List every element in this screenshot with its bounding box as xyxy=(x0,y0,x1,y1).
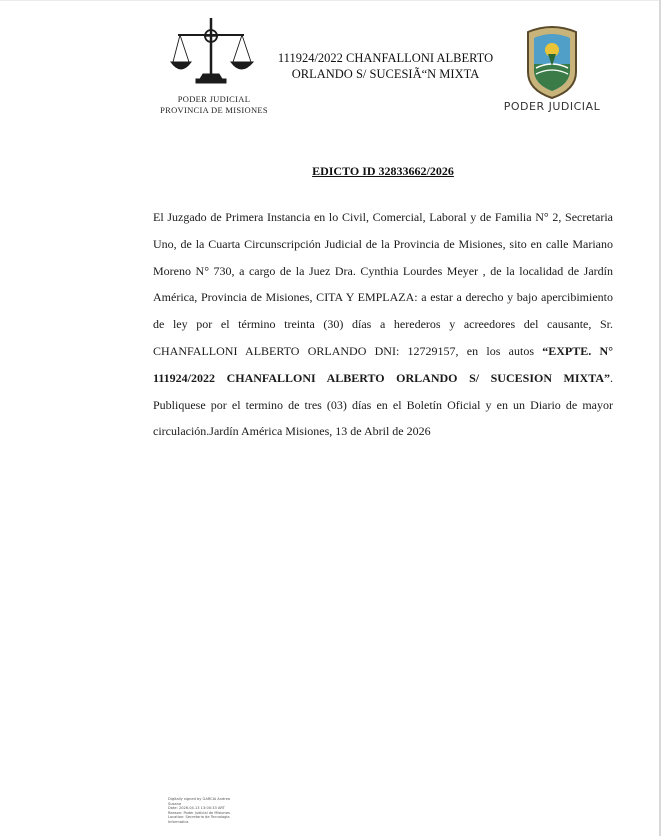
signature-line: Susana xyxy=(168,801,182,806)
edict-body xyxy=(153,204,613,445)
edict-title: EDICTO ID 32833662/2026 xyxy=(312,164,454,178)
edict-case-reference: “EXPTE. N° 111924/2022 CHANFALLONI ALBERTO ORLANDO S/ SUCESION MIXTA” xyxy=(153,343,614,385)
poder-judicial-logo-left xyxy=(158,16,270,120)
signature-line: Digitally signed by GARCIA Andrea xyxy=(168,797,231,801)
right-logo-label: PODER JUDICIAL xyxy=(503,100,601,113)
scales-of-justice-icon xyxy=(170,16,258,92)
provincia-de-misiones-crest-icon xyxy=(522,24,582,100)
signature-line: Date: 2026.04.13 13:00:33 ART xyxy=(168,806,225,811)
edict-body-part2: . Publiquese por el termino de tres (03) días en el Boletín Oficial y en un Diario de mayor circulación.Jardín América Misiones, 13 de Abril de 2026 xyxy=(153,370,613,439)
signature-line: Location: Secretaria de Tecnologia xyxy=(168,815,230,820)
digital-signature-block xyxy=(168,797,258,825)
signature-line: Informatica xyxy=(168,819,189,824)
page-edge-top xyxy=(0,0,661,1)
signature-line: Reason: Poder Judicial de Misiones xyxy=(168,810,230,815)
case-header-title: 111924/2022 CHANFALLONI ALBERTO ORLANDO S/ SUCESIÃ“N MIXTA xyxy=(277,51,494,81)
poder-judicial-logo-right xyxy=(500,22,604,120)
left-logo-line1: PODER JUDICIAL xyxy=(177,94,251,104)
left-logo-line2: PROVINCIA DE MISIONES xyxy=(160,105,268,115)
edict-body-part1: El Juzgado de Primera Instancia en lo Civil, Comercial, Laboral y de Familia N° 2, Secretaria Uno, de la Cuarta Circunscripción Judicial de la Provincia de Misiones, sito en calle Mariano Moreno N° 730, a cargo de la Juez Dra. Cynthia Lourdes Meyer , de la localidad de Jardín América, Provincia de Misiones, CITA Y EMPLAZA: a estar a derecho y bajo apercibimiento de ley por el término treinta (30) días a herederos y acreedores del causante, Sr. CHANFALLONI ALBERTO ORLANDO DNI: 12729157, en los autos xyxy=(153,210,613,358)
